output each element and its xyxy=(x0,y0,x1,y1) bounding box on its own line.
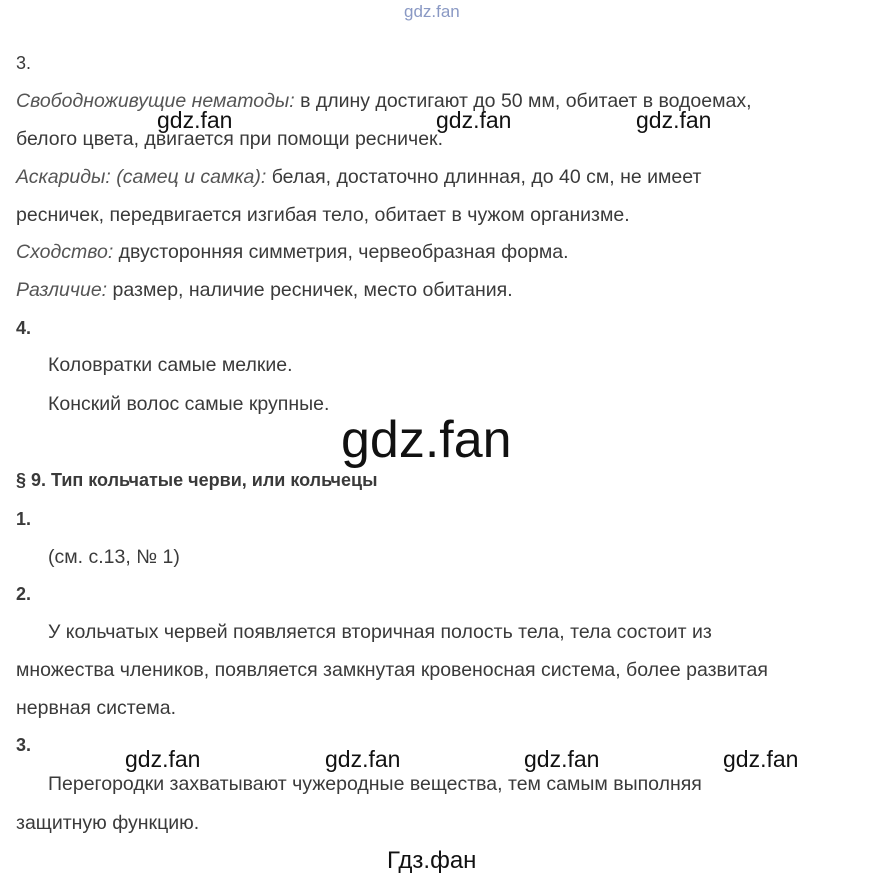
watermark-small: gdz.fan xyxy=(636,107,712,133)
difference-line xyxy=(16,277,513,303)
ascarids-line-2: ресничек, передвигается изгибая тело, обитает в чужом организме. xyxy=(16,204,630,226)
ascarids-text: белая, достаточно длинная, до 40 см, не имеет xyxy=(266,166,702,188)
similarity-text: двусторонняя симметрия, червеобразная форма. xyxy=(113,241,569,263)
free-nematodes-line-2: белого цвета, двигается при помощи ресничек. xyxy=(16,128,444,150)
question-number-1: 1. xyxy=(16,509,32,529)
question-number-2: 2. xyxy=(16,584,32,604)
watermark-small: gdz.fan xyxy=(436,107,512,133)
watermark-small: gdz.fan xyxy=(524,746,600,772)
watermark-small: gdz.fan xyxy=(325,746,401,772)
watermark-small: gdz.fan xyxy=(125,746,201,772)
question-number-3: 3. xyxy=(16,53,32,73)
watermark-small: gdz.fan xyxy=(723,746,799,772)
watermark-big: gdz.fan xyxy=(341,411,512,469)
ascarids-line-1 xyxy=(16,164,701,190)
annelids-line-2: множества члеников, появляется замкнутая кровеносная система, более развитая xyxy=(16,659,768,681)
reference-line: (см. с.13, № 1) xyxy=(48,546,180,568)
watermark-bottom: Гдз.фан xyxy=(387,847,477,874)
free-nematodes-text: в длину достигают до 50 мм, обитает в водоемах, xyxy=(294,90,752,112)
annelids-line-3: нервная система. xyxy=(16,697,177,719)
question-number-4: 4. xyxy=(16,318,32,338)
septa-line-2: защитную функцию. xyxy=(16,812,200,834)
horsehair-line: Конский волос самые крупные. xyxy=(48,393,330,415)
free-nematodes-term: Свободноживущие нематоды: xyxy=(16,90,295,112)
watermark-top: gdz.fan xyxy=(404,2,460,21)
similarity-term: Сходство: xyxy=(16,241,114,263)
watermark-small: gdz.fan xyxy=(157,107,233,133)
similarity-line xyxy=(16,239,569,265)
section-heading: § 9. Тип кольчатые черви, или кольчецы xyxy=(16,470,378,490)
septa-line-1: Перегородки захватывают чужеродные вещества, тем самым выполняя xyxy=(48,773,702,795)
annelids-line-1: У кольчатых червей появляется вторичная полость тела, тела состоит из xyxy=(48,621,712,643)
ascarids-term: Аскариды: (самец и самка): xyxy=(16,166,267,188)
difference-text: размер, наличие ресничек, место обитания. xyxy=(107,279,513,301)
difference-term: Различие: xyxy=(16,279,108,301)
rotifers-line: Коловратки самые мелкие. xyxy=(48,354,293,376)
question-number-3: 3. xyxy=(16,735,32,755)
